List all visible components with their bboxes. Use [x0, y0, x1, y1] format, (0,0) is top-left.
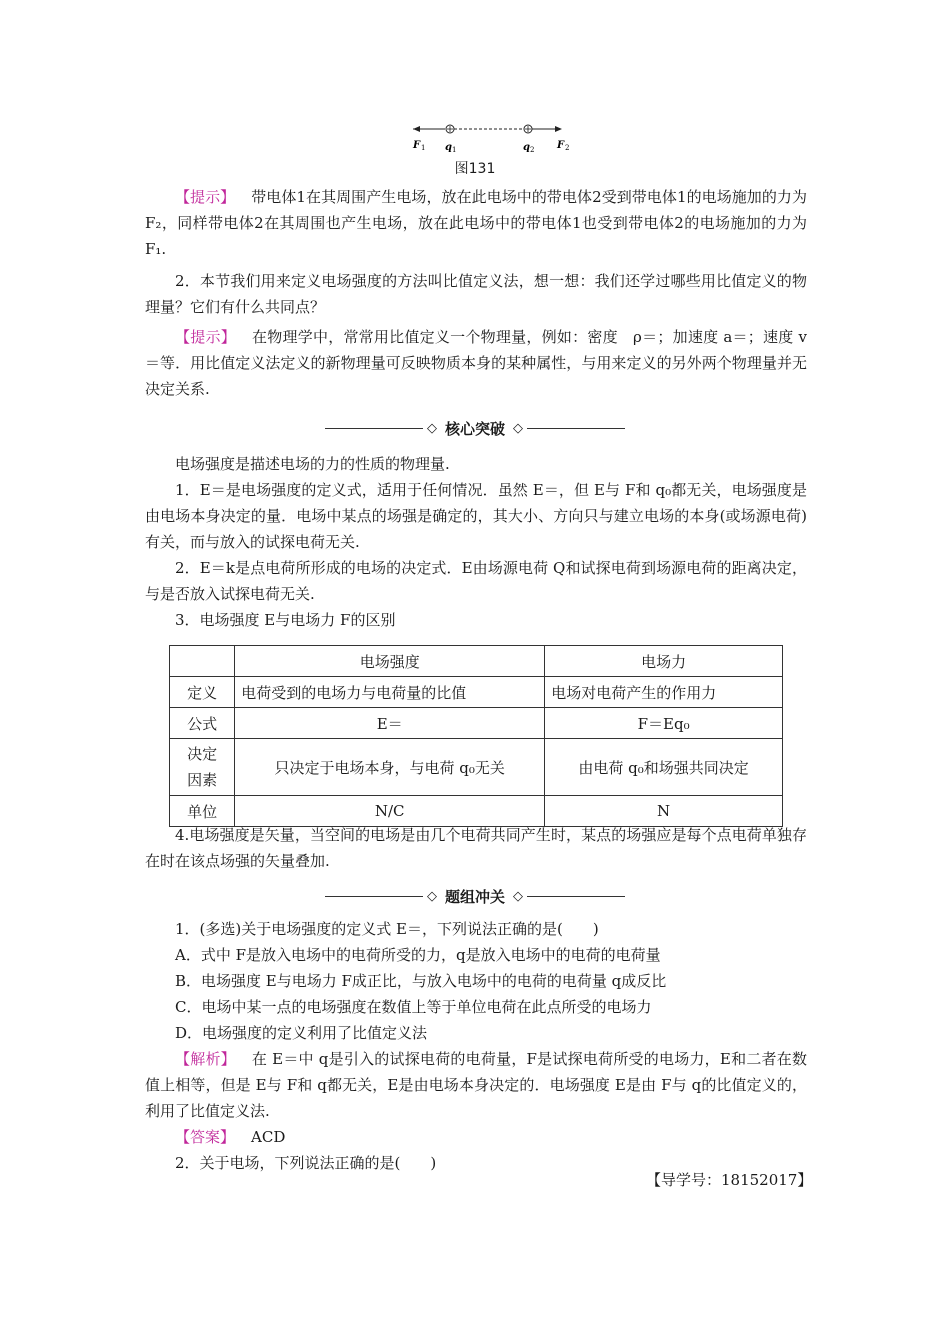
core-point-4: 4.电场强度是矢量，当空间的电场是由几个电荷共同产生时，某点的场强应是每个点电荷单独存在时在该点场强的矢量叠加.: [145, 826, 807, 870]
core-point-1: 1．E＝是电场强度的定义式，适用于任何情况．虽然 E＝，但 E与 F和 q₀都无关，电场强度是由电场本身决定的量．电场中某点的场强是确定的，其大小、方向只与建立电场的本身(或场源电荷)有关，而与放入的试探电荷无关.: [145, 481, 807, 551]
question-2: 2．本节我们用来定义电场强度的方法叫比值定义法，想一想：我们还学过哪些用比值定义的物理量？它们有什么共同点？: [145, 272, 807, 316]
hint-tag: 【提示】: [175, 328, 236, 346]
core-content: [145, 451, 807, 633]
option-c: C．电场中某一点的电场强度在数值上等于单位电荷在此点所受的电场力: [175, 998, 652, 1016]
label-f1: F: [413, 140, 421, 151]
core-point-3: 3．电场强度 E与电场力 F的区别: [175, 611, 396, 629]
label-q1: q: [445, 142, 452, 153]
svg-text:2: 2: [565, 144, 570, 152]
option-d: D．电场强度的定义利用了比值定义法: [175, 1024, 428, 1042]
label-q2: q: [523, 142, 530, 153]
core-intro: 电场强度是描述电场的力的性质的物理量.: [175, 455, 450, 473]
figure-caption: 图131: [454, 161, 496, 177]
table-row: 单位 N/C N: [170, 796, 783, 827]
core-point-2: 2．E＝k是点电荷所形成的电场的决定式．E由场源电荷 Q和试探电荷到场源电荷的距离决定，与是否放入试探电荷无关.: [145, 559, 807, 603]
hint-tag: 【提示】: [175, 188, 236, 206]
force-diagram: [405, 118, 575, 158]
label-f2: F: [557, 140, 565, 151]
option-b: B．电场强度 E与电场力 F成正比，与放入电场中的电荷的电荷量 q成反比: [175, 972, 667, 990]
hint-1: [145, 184, 807, 262]
hint-2: [145, 324, 807, 402]
answer: 【答案】 ACD: [175, 1128, 286, 1146]
table-row: 定义 电荷受到的电场力与电荷量的比值 电场对电荷产生的作用力: [170, 677, 783, 708]
table-row: 决定 因素 只决定于电场本身，与电荷 q₀无关 由电荷 q₀和场强共同决定: [170, 739, 783, 796]
table-row: 公式 E＝ F＝Eq₀: [170, 708, 783, 739]
svg-text:2: 2: [530, 146, 535, 154]
option-a: A．式中 F是放入电场中的电荷所受的力，q是放入电场中的电荷的电荷量: [175, 946, 661, 964]
section-title-core: ◇ 核心突破 ◇: [325, 415, 625, 441]
exercise-block: [145, 916, 807, 1176]
guide-number: 【导学号：18152017】: [646, 1171, 813, 1189]
section-title-exercise: ◇ 题组冲关 ◇: [325, 883, 625, 909]
hint-1-text: 带电体1在其周围产生电场，放在此电场中的带电体2受到带电体1的电场施加的力为F₂，同样带电体2在其周围也产生电场，放在此电场中的带电体1也受到带电体2的电场施加的力为F₁.: [145, 188, 807, 258]
svg-text:1: 1: [421, 144, 426, 152]
table-header-row: 电场强度 电场力: [170, 646, 783, 677]
analysis: 【解析】 在 E＝中 q是引入的试探电荷的电荷量，F是试探电荷所受的电场力，E和二者在数值上相等，但是 E与 F和 q都无关，E是由电场本身决定的．电场强度 E是由 F与 q的比值定义的，利用了比值定义法.: [145, 1050, 807, 1120]
exercise-q2: 2．关于电场，下列说法正确的是( ): [175, 1154, 437, 1172]
hint-2-text: 在物理学中，常常用比值定义一个物理量，例如：密度 ρ＝；加速度 a＝；速度 v＝等．用比值定义法定义的新物理量可反映物质本身的某种属性，与用来定义的另外两个物理量并无决定关系.: [145, 328, 807, 398]
svg-text:1: 1: [452, 146, 457, 154]
comparison-table: [169, 645, 783, 827]
exercise-q1: 1．(多选)关于电场强度的定义式 E＝，下列说法正确的是( ): [175, 920, 599, 938]
